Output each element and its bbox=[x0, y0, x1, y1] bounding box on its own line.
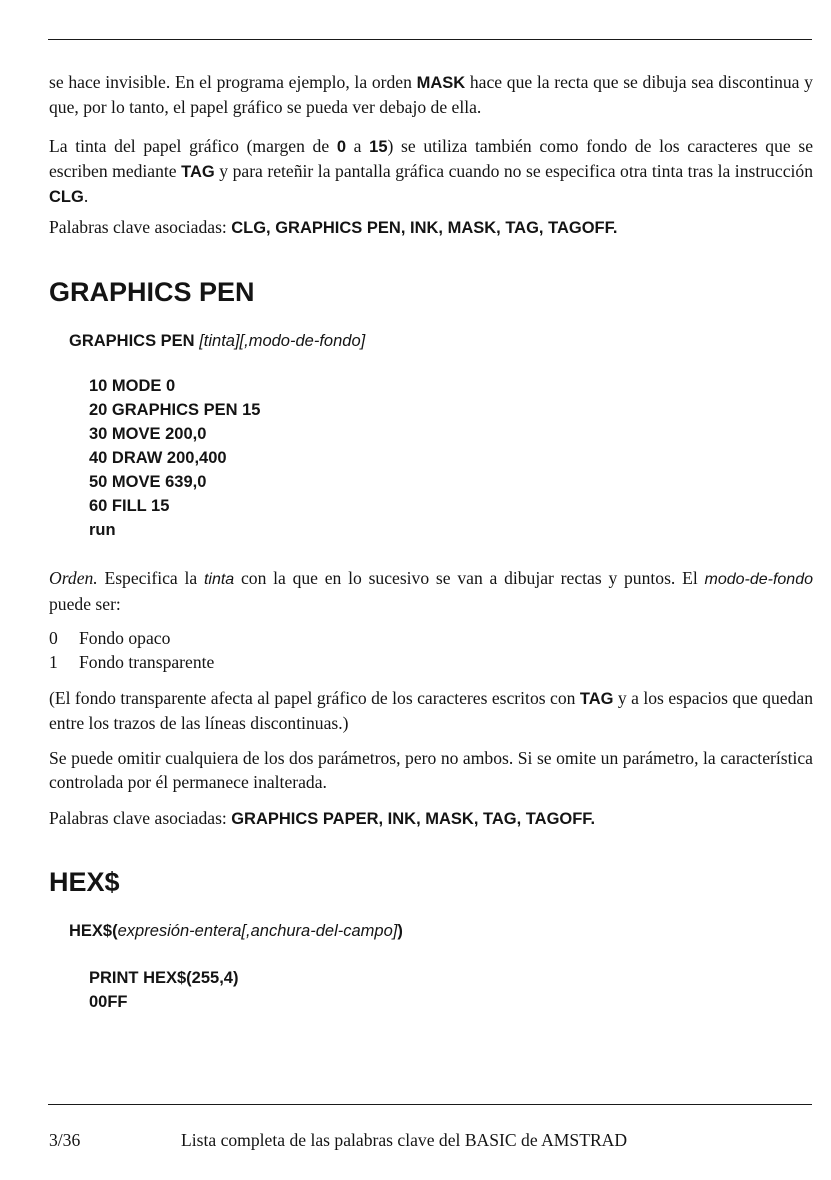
syntax-graphics-pen bbox=[69, 330, 365, 352]
section-heading-graphics-pen: GRAPHICS PEN bbox=[49, 277, 255, 307]
keyword: 0 bbox=[336, 138, 347, 156]
paragraph-transparent-note bbox=[49, 686, 813, 735]
related-keywords-1 bbox=[49, 215, 813, 240]
text: La tinta del papel gráfico (margen de bbox=[49, 136, 337, 156]
keyword: TAG bbox=[181, 163, 215, 181]
related-label: Palabras clave asociadas: bbox=[49, 808, 232, 828]
option-text: Fondo transparente bbox=[79, 652, 215, 672]
code-line: run bbox=[89, 521, 116, 539]
option-item bbox=[49, 626, 170, 650]
text: Especifica la bbox=[97, 568, 204, 588]
option-number: 0 bbox=[49, 628, 58, 648]
code-example-graphics-pen bbox=[89, 374, 260, 542]
text: con la que en lo sucesivo se van a dibujar rectas y puntos. El bbox=[234, 568, 705, 588]
text: (El fondo transparente afecta al papel gráfico de los caracteres escritos con bbox=[49, 688, 580, 708]
text: puede ser: bbox=[49, 594, 121, 614]
text: se hace invisible. En el programa ejemplo, la orden bbox=[49, 72, 417, 92]
code-line: 10 MODE 0 bbox=[89, 377, 176, 395]
top-rule bbox=[48, 39, 812, 40]
option-text: Fondo opaco bbox=[79, 628, 171, 648]
text: a bbox=[346, 136, 370, 156]
paragraph-orden bbox=[49, 566, 813, 616]
syntax-close: ) bbox=[397, 922, 403, 940]
code-line: 20 GRAPHICS PEN 15 bbox=[89, 401, 261, 419]
code-line: 60 FILL 15 bbox=[89, 497, 170, 515]
text: Se puede omitir cualquiera de los dos parámetros, pero no ambos. Si se omite un parámetro, la característica controlada por él permanece inalterada. bbox=[49, 748, 813, 792]
keyword: TAG bbox=[579, 690, 614, 708]
related-keywords-2 bbox=[49, 806, 813, 831]
text: y para reteñir la pantalla gráfica cuando no se especifica otra tinta tras la instrucción bbox=[214, 161, 813, 181]
keyword: 15 bbox=[369, 138, 388, 156]
code-line: 00FF bbox=[89, 993, 128, 1011]
syntax-hex bbox=[69, 920, 403, 942]
paragraph-omit-params bbox=[49, 746, 813, 794]
option-item bbox=[49, 650, 214, 674]
bottom-rule bbox=[48, 1104, 812, 1105]
syntax-command: HEX$( bbox=[69, 922, 118, 940]
related-keywords: GRAPHICS PAPER, INK, MASK, TAG, TAGOFF. bbox=[231, 810, 596, 828]
syntax-arguments: [tinta][,modo-de-fondo] bbox=[199, 332, 366, 350]
page-number: 3/36 bbox=[49, 1130, 81, 1150]
section-heading-hex: HEX$ bbox=[49, 867, 120, 897]
code-line: 40 DRAW 200,400 bbox=[89, 449, 227, 467]
code-line: 50 MOVE 639,0 bbox=[89, 473, 207, 491]
footer-title: Lista completa de las palabras clave del BASIC de AMSTRAD bbox=[181, 1130, 628, 1150]
option-number: 1 bbox=[49, 652, 58, 672]
text: . bbox=[83, 186, 89, 206]
paragraph-mask-intro bbox=[49, 70, 813, 119]
italic-term: modo-de-fondo bbox=[704, 571, 813, 588]
italic-term: tinta bbox=[203, 571, 235, 588]
related-label: Palabras clave asociadas: bbox=[49, 217, 232, 237]
keyword: MASK bbox=[416, 74, 466, 92]
code-line: PRINT HEX$(255,4) bbox=[89, 969, 239, 987]
text: hace que la recta que se dibuja sea discontinua y que, por lo tanto, el papel gráfico se pueda ver debajo de ella. bbox=[49, 72, 813, 117]
italic-term: Orden. bbox=[49, 568, 98, 588]
syntax-command: GRAPHICS PEN bbox=[69, 332, 200, 350]
code-example-hex bbox=[89, 966, 238, 1014]
text: y a los espacios que quedan entre los trazos de las líneas discontinuas.) bbox=[49, 688, 813, 733]
code-line: 30 MOVE 200,0 bbox=[89, 425, 207, 443]
keyword: CLG bbox=[49, 188, 84, 206]
related-keywords: CLG, GRAPHICS PEN, INK, MASK, TAG, TAGOFF. bbox=[231, 219, 618, 237]
text: ) se utiliza también como fondo de los caracteres que se escriben mediante bbox=[49, 136, 814, 181]
syntax-arguments: expresión-entera[,anchura-del-campo] bbox=[117, 922, 398, 940]
paragraph-graphics-paper-ink bbox=[49, 134, 813, 209]
